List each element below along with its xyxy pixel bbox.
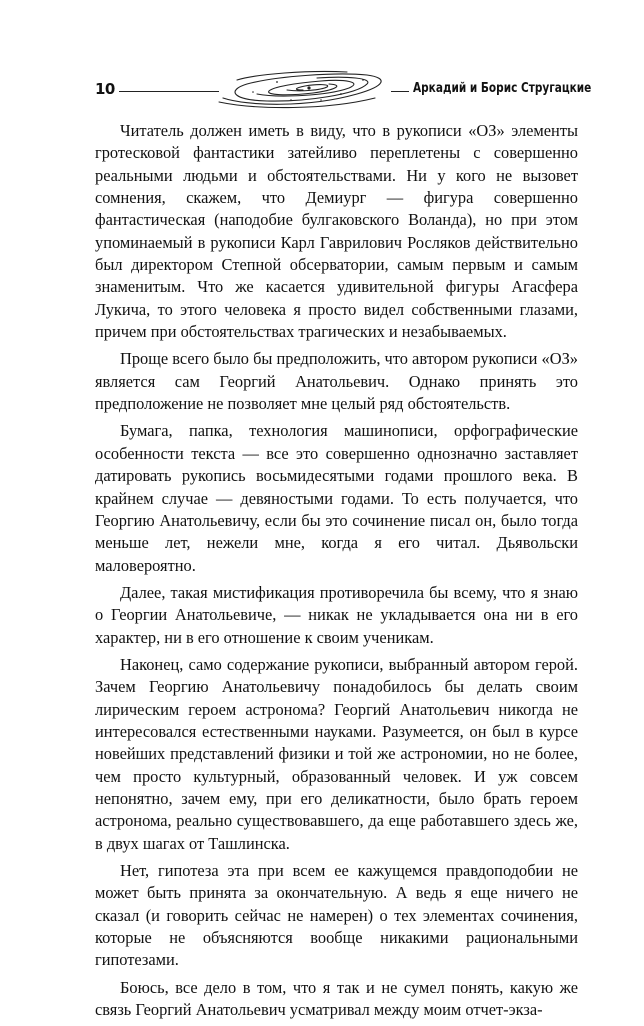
paragraph: Бумага, папка, технология машинописи, орфографические особенности текста — все это совершенно однозначно заставляет датировать рукопись восьмидесятыми годами прошлого века. В крайнем случае — девяностыми годами. То есть получается, что Георгию Анатольевичу, если бы это сочинение писал он, было тогда меньше лет, нежели мне, когда я его читал. Дьявольски маловероятно. <box>95 421 578 575</box>
header-rule-left <box>119 91 219 92</box>
galaxy-ornament-icon <box>217 70 393 110</box>
body-text <box>95 120 578 1026</box>
page-number: 10 <box>95 80 115 98</box>
paragraph: Проще всего было бы предположить, что автором рукописи «ОЗ» является сам Георгий Анатольевич. Однако принять это предположение не позволяет мне целый ряд обстоятельств. <box>95 349 578 414</box>
paragraph: Читатель должен иметь в виду, что в рукописи «ОЗ» элементы гротесковой фантастики затейливо переплетены с совершенно реальными людьми и обстоятельствами. Ни у кого не вызовет сомнения, скажем, что Демиург — фигура совершенно фантастическая (наподобие булгаковского Воланда), но при этом упоминаемый в рукописи Карл Гаврилович Росляков действительно был директором Степной обсерватории, самым первым и самым знаменитым. Что же касается удивительной фигуры Агасфера Лукича, то этого человека я просто видел собственными глазами, причем при обстоятельствах трагических и незабываемых. <box>95 121 578 342</box>
paragraph: Нет, гипотеза эта при всем ее кажущемся правдоподобии не может быть принята за окончательную. А ведь я еще ничего не сказал (и говорить сейчас не намерен) о тех элементах сочинения, которые не объясняются вообще никакими рациональными гипотезами. <box>95 861 578 970</box>
paragraph: Далее, такая мистификация противоречила бы всему, что я знаю о Георгии Анатольевиче, — никак не укладывается она ни в его характер, ни в его отношение к своим ученикам. <box>95 582 578 647</box>
paragraph: Боюсь, все дело в том, что я так и не сумел понять, какую же связь Георгий Анатольевич усматривал между моим отчет-экза- <box>95 977 578 1020</box>
header-rule-right <box>391 91 409 92</box>
paragraph: Наконец, само содержание рукописи, выбранный автором герой. Зачем Георгию Анатольевичу понадобилось бы делать своим лирическим героем астронома? Георгий Анатольевич никогда не интересовался естественными науками. Разумеется, он был в курсе новейших представлений физики и той же астрономии, но не более, чем просто культурный, образованный человек. И уж совсем непонятно, зачем ему, при его деликатности, было брать героем астронома, реально существовавшего, да еще работавшего здесь же, в двух шагах от Ташлинска. <box>95 654 578 853</box>
running-header <box>95 70 592 110</box>
author-name: Аркадий и Борис Стругацкие <box>413 80 592 96</box>
